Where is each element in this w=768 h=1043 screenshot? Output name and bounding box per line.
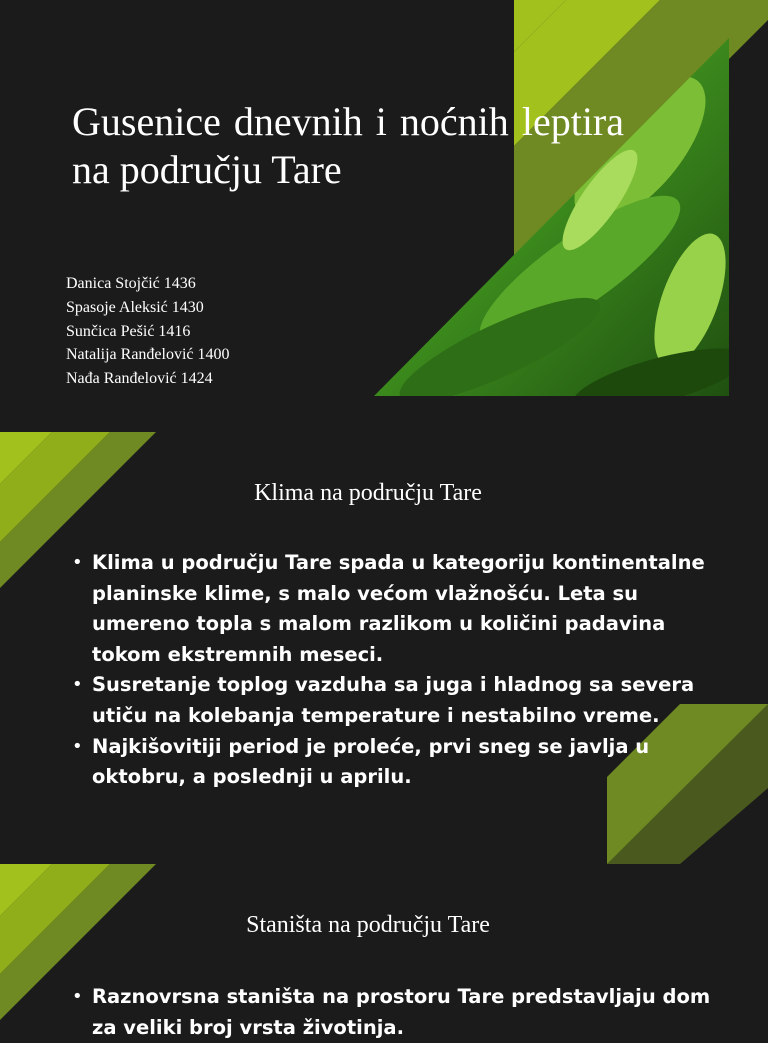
author-item: Danica Stojčić 1436 [66, 275, 196, 292]
climate-heading: Klima na području Tare [254, 480, 482, 506]
habitat-bullets [72, 982, 712, 1043]
climate-slide [0, 432, 768, 864]
habitat-heading: Staništa na području Tare [246, 912, 490, 938]
author-item: Sunčica Pešić 1416 [66, 322, 191, 340]
author-item: Natalija Ranđelović 1400 [66, 346, 230, 364]
title-slide [0, 0, 768, 432]
bullet-item: • Najkišovitiji period je proleće, prvi sneg se javlja u oktobru, a poslednji u aprilu. [72, 732, 712, 793]
bullet-item: • Klima u području Tare spada u kategoriju kontinentalne planinske klime, s malo većom vlažnošću. Leta su umereno topla s malom razlikom u količini padavina tokom ekstremnih meseci. [72, 548, 712, 670]
habitat-slide [0, 864, 768, 1039]
bullet-item: • Raznovrsna staništa na prostoru Tare predstavljaju dom za veliki broj vrsta životinja. [72, 982, 712, 1043]
author-item: Spasoje Aleksić 1430 [66, 298, 204, 316]
presentation-title: Gusenice dnevnih i noćnih leptira na području Tare [72, 99, 624, 192]
author-item: Nađa Ranđelović 1424 [66, 370, 213, 388]
bullet-item: • Susretanje toplog vazduha sa juga i hladnog sa severa utiču na kolebanja temperature i nestabilno vreme. [72, 670, 712, 731]
climate-bullets [72, 548, 712, 793]
author-list [66, 272, 230, 391]
